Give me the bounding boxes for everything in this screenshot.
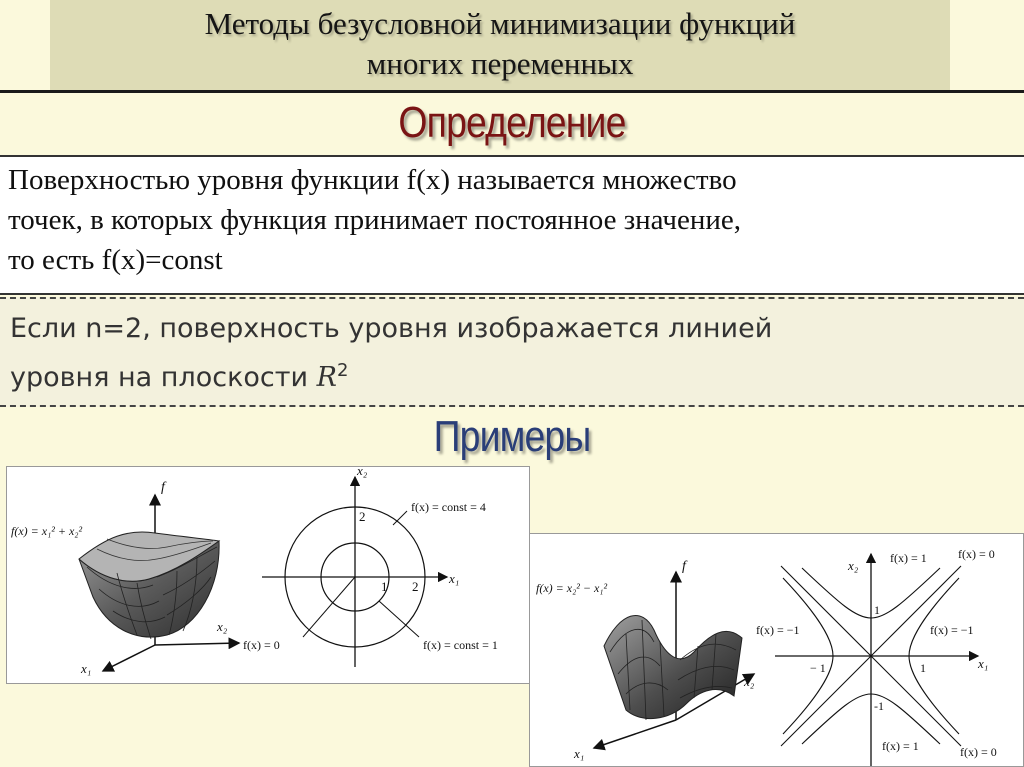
note-line-1: Если n=2, поверхность уровня изображается линией bbox=[10, 313, 773, 344]
definition-line-3: то есть f(x)=const bbox=[8, 244, 223, 276]
label-zero: f(x) = 0 bbox=[243, 638, 280, 652]
note-text bbox=[10, 308, 1010, 399]
title-line-1: Методы безусловной минимизации функций bbox=[204, 6, 796, 41]
f-axis-label-1: f bbox=[161, 480, 165, 495]
contour-x2-label-2: x₂ bbox=[848, 558, 859, 573]
f-axis-label-2: f bbox=[682, 559, 686, 574]
tick-2-y: 2 bbox=[359, 509, 366, 524]
contour-x2-label-1: x₂ bbox=[357, 467, 368, 478]
figure-saddle bbox=[529, 533, 1024, 767]
note-line-2-text: уровня на плоскости bbox=[10, 362, 309, 393]
tick-1-y: 1 bbox=[874, 603, 880, 617]
x2-axis-label-1: x₂ bbox=[217, 619, 228, 634]
definition-text bbox=[8, 160, 1018, 280]
label-bottom-right: f(x) = 0 bbox=[960, 745, 997, 759]
space-exponent: 2 bbox=[336, 360, 349, 381]
examples-heading: Примеры bbox=[433, 412, 591, 461]
label-top-right: f(x) = 0 bbox=[958, 547, 995, 561]
x1-axis-label-2: x₁ bbox=[574, 746, 585, 761]
tick-1-x: 1 bbox=[381, 579, 388, 594]
tick-2-x: 2 bbox=[412, 579, 419, 594]
tick-1-x-2: 1 bbox=[920, 661, 926, 675]
x1-axis-1 bbox=[103, 645, 155, 671]
label-const-4: f(x) = const = 4 bbox=[411, 500, 486, 514]
figure-paraboloid bbox=[6, 466, 530, 684]
formula-1: f(x) = x₁² + x₂² bbox=[11, 524, 83, 538]
title-divider bbox=[0, 90, 1024, 93]
definition-heading: Определение bbox=[398, 98, 626, 147]
note-line-2 bbox=[10, 350, 1010, 399]
tick-m1-y: -1 bbox=[874, 699, 884, 713]
x2-axis-1 bbox=[155, 643, 239, 645]
paraboloid-surface bbox=[79, 532, 219, 639]
paraboloid-figure-svg bbox=[7, 467, 531, 685]
label-top-mid: f(x) = 1 bbox=[890, 551, 927, 565]
label-bottom-mid: f(x) = 1 bbox=[882, 739, 919, 753]
saddle-figure-svg bbox=[530, 534, 1024, 767]
contour-x1-label-1: x₁ bbox=[449, 571, 460, 586]
x2-axis-label-2: x₂ bbox=[744, 674, 755, 689]
space-symbol: R bbox=[316, 362, 337, 393]
saddle-surface bbox=[604, 615, 742, 720]
contour-x1-label-2: x₁ bbox=[978, 656, 989, 671]
formula-2: f(x) = x₂² − x₁² bbox=[536, 581, 608, 595]
label-left: f(x) = −1 bbox=[756, 623, 800, 637]
pointer-zero bbox=[303, 577, 355, 637]
title-line-2: многих переменных bbox=[366, 46, 634, 81]
definition-line-1: Поверхностью уровня функции f(x) называется множество bbox=[8, 164, 737, 196]
definition-line-2: точек, в которых функция принимает постоянное значение, bbox=[8, 204, 742, 236]
x1-axis-label-1: x₁ bbox=[81, 661, 92, 676]
slide-title bbox=[50, 0, 950, 90]
tick-m1-x: − 1 bbox=[810, 661, 826, 675]
x1-axis-2 bbox=[594, 720, 676, 748]
label-right: f(x) = −1 bbox=[930, 623, 974, 637]
label-const-1: f(x) = const = 1 bbox=[423, 638, 498, 652]
